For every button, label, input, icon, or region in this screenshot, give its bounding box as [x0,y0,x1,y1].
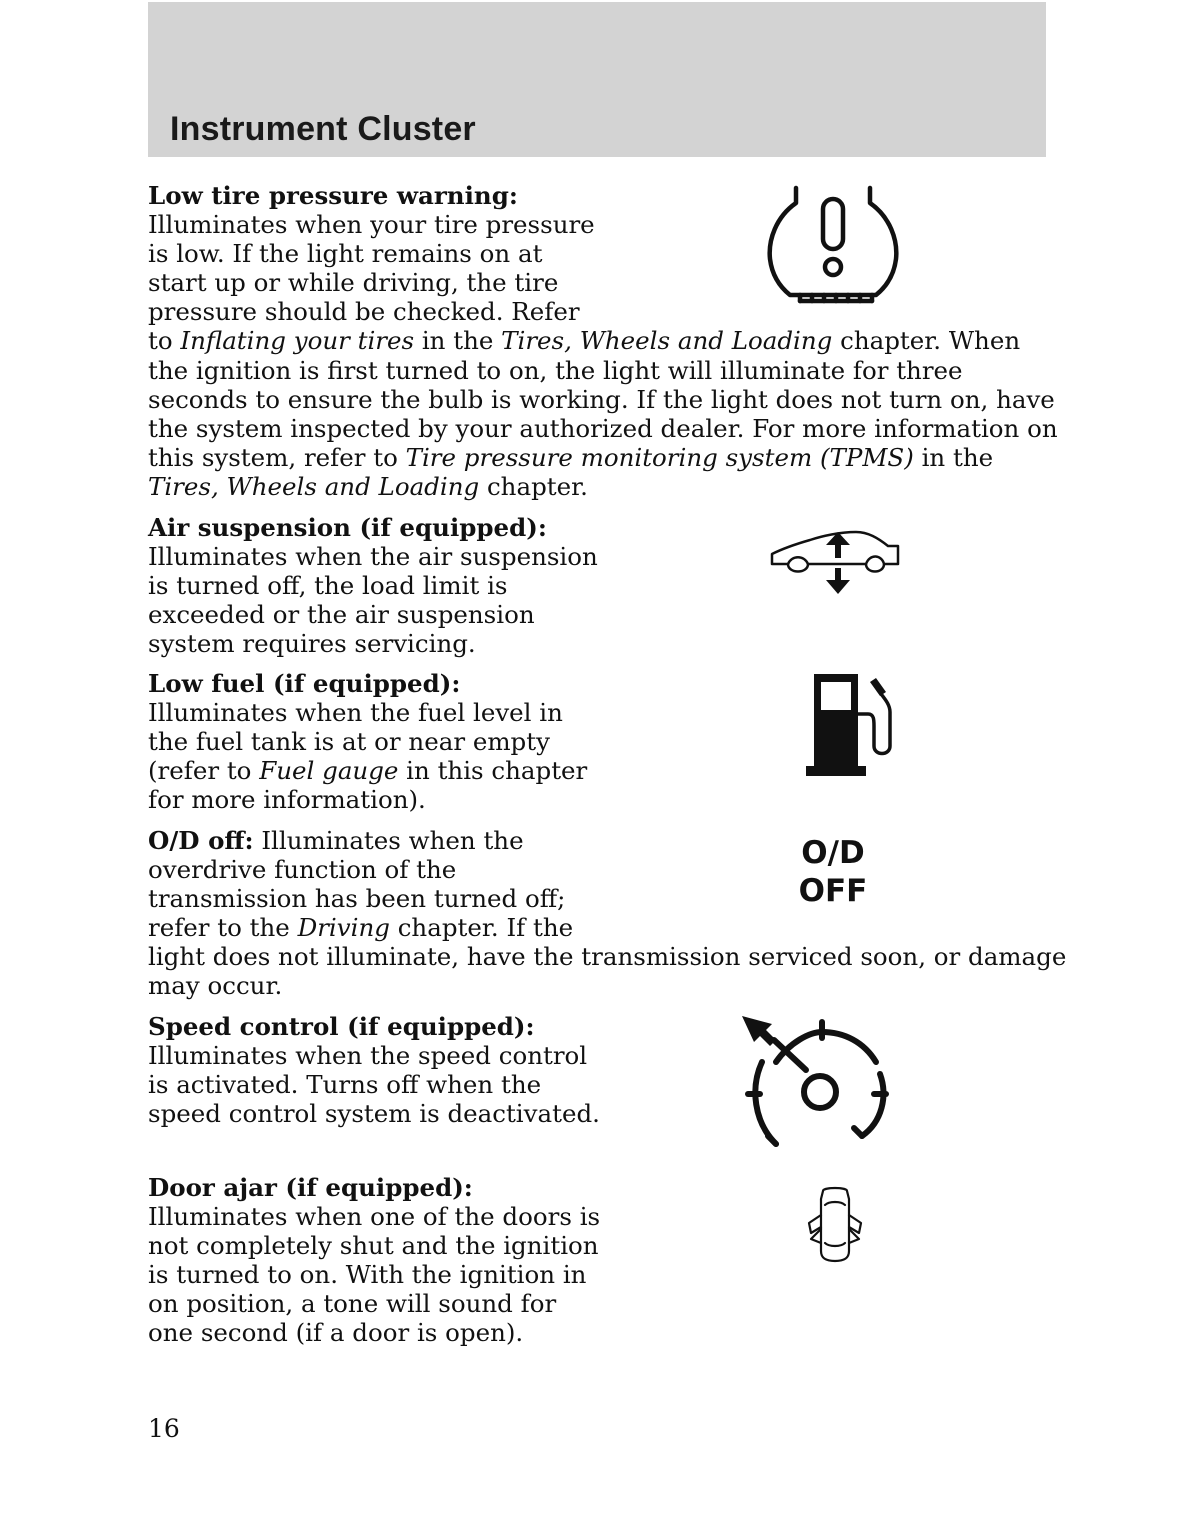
text-line: the system inspected by your authorized dealer. For more information on [148,413,1058,443]
cross-reference: Tires, Wheels and Loading [501,326,833,356]
cross-reference: Tire pressure monitoring system (TPMS) [405,442,914,472]
chapter-title: Instrument Cluster [170,110,476,148]
cross-reference: Driving [297,913,390,943]
text-line: the fuel tank is at or near empty [148,727,550,757]
air-suspension-icon [770,528,902,598]
od-off-heading: O/D off: [148,826,254,855]
text-line: Illuminates when one of the doors is [148,1202,601,1232]
text-line: is turned to on. With the ignition in [148,1260,587,1290]
door-ajar-icon [805,1185,865,1265]
page-number: 16 [148,1414,180,1443]
text-line: Illuminates when your tire pressure [148,210,595,240]
text-line: refer to the Driving chapter. If the [148,913,574,943]
text-line: start up or while driving, the tire [148,268,559,298]
text-line: on position, a tone will sound for [148,1289,557,1319]
tire-pressure-warning-icon [762,185,904,307]
air-suspension-section [148,513,598,658]
low-fuel-heading: Low fuel (if equipped): [148,669,461,698]
text-line: seconds to ensure the bulb is working. If the light does not turn on, have [148,384,1055,414]
chapter-header-band [148,2,1046,157]
tire-pressure-heading: Low tire pressure warning: [148,181,518,210]
text-line: Illuminates when the air suspension [148,542,598,572]
tire-pressure-section [148,181,1058,501]
cross-reference: Tires, Wheels and Loading [148,471,480,501]
text-line: transmission has been turned off; [148,884,566,914]
od-off-icon-top: O/D [801,835,865,871]
text-line: is low. If the light remains on at [148,239,543,269]
text-line: light does not illuminate, have the transmission serviced soon, or damage [148,942,1067,972]
speed-control-heading: Speed control (if equipped): [148,1012,535,1041]
text-line: Tires, Wheels and Loading chapter. [148,471,588,501]
text-line: the ignition is first turned to on, the light will illuminate for three [148,355,963,385]
text-line: Illuminates when the speed control [148,1041,588,1071]
text-line: Illuminates when the fuel level in [148,698,563,728]
od-off-icon [788,834,878,910]
cross-reference: Fuel gauge [259,756,399,786]
od-off-section: O/D off: Illuminates when the overdrive function of the transmission has been turned off; refer to the Driving chapter. If the light does not illuminate, have the transmission serviced soon, or damage may occur. [148,826,1067,1001]
text-line: overdrive function of the [148,855,457,885]
text-line: system requires servicing. [148,629,476,659]
text-line: pressure should be checked. Refer [148,297,580,327]
speed-control-icon [740,1010,896,1148]
text-line: not completely shut and the ignition [148,1231,599,1261]
text-line: one second (if a door is open). [148,1318,524,1348]
air-suspension-heading: Air suspension (if equipped): [148,513,547,542]
text-line: (refer to Fuel gauge in this chapter [148,756,588,786]
text-line: exceeded or the air suspension [148,600,535,630]
fuel-pump-icon [806,670,898,778]
text-line: is turned off, the load limit is [148,571,508,601]
speed-control-section [148,1012,600,1128]
text-line: this system, refer to Tire pressure monitoring system (TPMS) in the [148,442,994,472]
text-line: speed control system is deactivated. [148,1099,600,1129]
od-off-icon-bottom: OFF [798,873,868,909]
cross-reference: Inflating your tires [180,326,415,356]
text-line: may occur. [148,971,283,1001]
text-line: is activated. Turns off when the [148,1070,542,1100]
door-ajar-section [148,1173,600,1348]
low-fuel-section [148,669,587,814]
text-line: to Inflating your tires in the Tires, Wheels and Loading chapter. When [148,326,1021,356]
door-ajar-heading: Door ajar (if equipped): [148,1173,473,1202]
text-line: for more information). [148,785,426,815]
